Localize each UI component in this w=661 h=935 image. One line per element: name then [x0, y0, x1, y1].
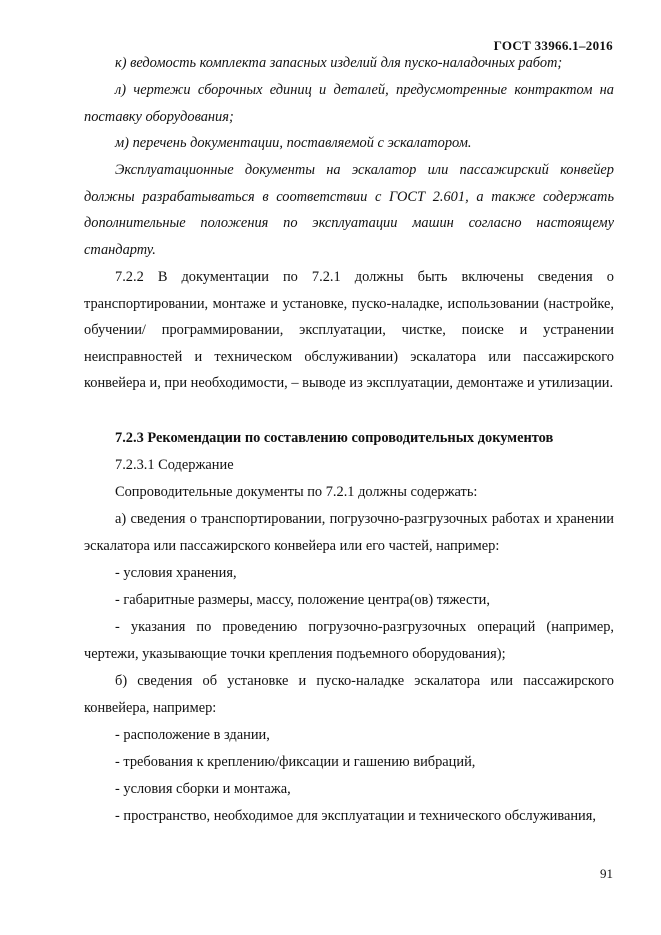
bullet-fixing-requirements: - требования к креплению/фиксации и гашению вибраций,: [115, 754, 476, 770]
list-item-k: к) ведомость комплекта запасных изделий для пуско-наладочных работ;: [115, 55, 563, 71]
bullet-location: - расположение в здании,: [115, 727, 270, 743]
paragraph-accompanying-docs: Сопроводительные документы по 7.2.1 должны содержать:: [115, 484, 478, 500]
bullet-loading-instructions: - указания по проведению погрузочно-разгрузочных операций (например, чертежи, указывающие точки крепления подъемного оборудования);: [84, 619, 614, 662]
bullet-dimensions: - габаритные размеры, массу, положение центра(ов) тяжести,: [115, 592, 490, 608]
list-item-a: а) сведения о транспортировании, погрузочно-разгрузочных работах и хранении эскалатора или пассажирского конвейера или его частей, например:: [84, 511, 614, 554]
subsection-7-2-3-1: 7.2.3.1 Содержание: [115, 457, 234, 473]
document-header: ГОСТ 33966.1–2016: [493, 38, 613, 53]
section-heading-7-2-3: 7.2.3 Рекомендации по составлению сопроводительных документов: [115, 430, 554, 446]
paragraph-7-2-2: 7.2.2 В документации по 7.2.1 должны быть включены сведения о транспортировании, монтаже и установке, пуско-наладке, использовании (настройке, обучении/ программировании, эксплуатации, чистке, поиске и устранении неисправностей и техническом обслуживании) эскалатора или пассажирского конвейера и, при необходимости, – выводе из эксплуатации, демонтаже и утилизации.: [84, 269, 614, 392]
bullet-storage-conditions: - условия хранения,: [115, 565, 237, 581]
bullet-assembly-conditions: - условия сборки и монтажа,: [115, 781, 291, 797]
bullet-space-required: - пространство, необходимое для эксплуатации и технического обслуживания,: [115, 808, 596, 824]
list-item-m: м) перечень документации, поставляемой с эскалатором.: [115, 135, 472, 151]
list-item-l: л) чертежи сборочных единиц и деталей, предусмотренные контрактом на поставку оборудования;: [84, 82, 614, 125]
page-number: 91: [600, 866, 613, 881]
list-item-b: б) сведения об установке и пуско-наладке эскалатора или пассажирского конвейера, например:: [84, 673, 614, 716]
paragraph-operational-docs: Эксплуатационные документы на эскалатор или пассажирский конвейер должны разрабатываться в соответствии с ГОСТ 2.601, а также содержать дополнительные положения по эксплуатации машин согласно настоящему стандарту.: [84, 162, 614, 258]
